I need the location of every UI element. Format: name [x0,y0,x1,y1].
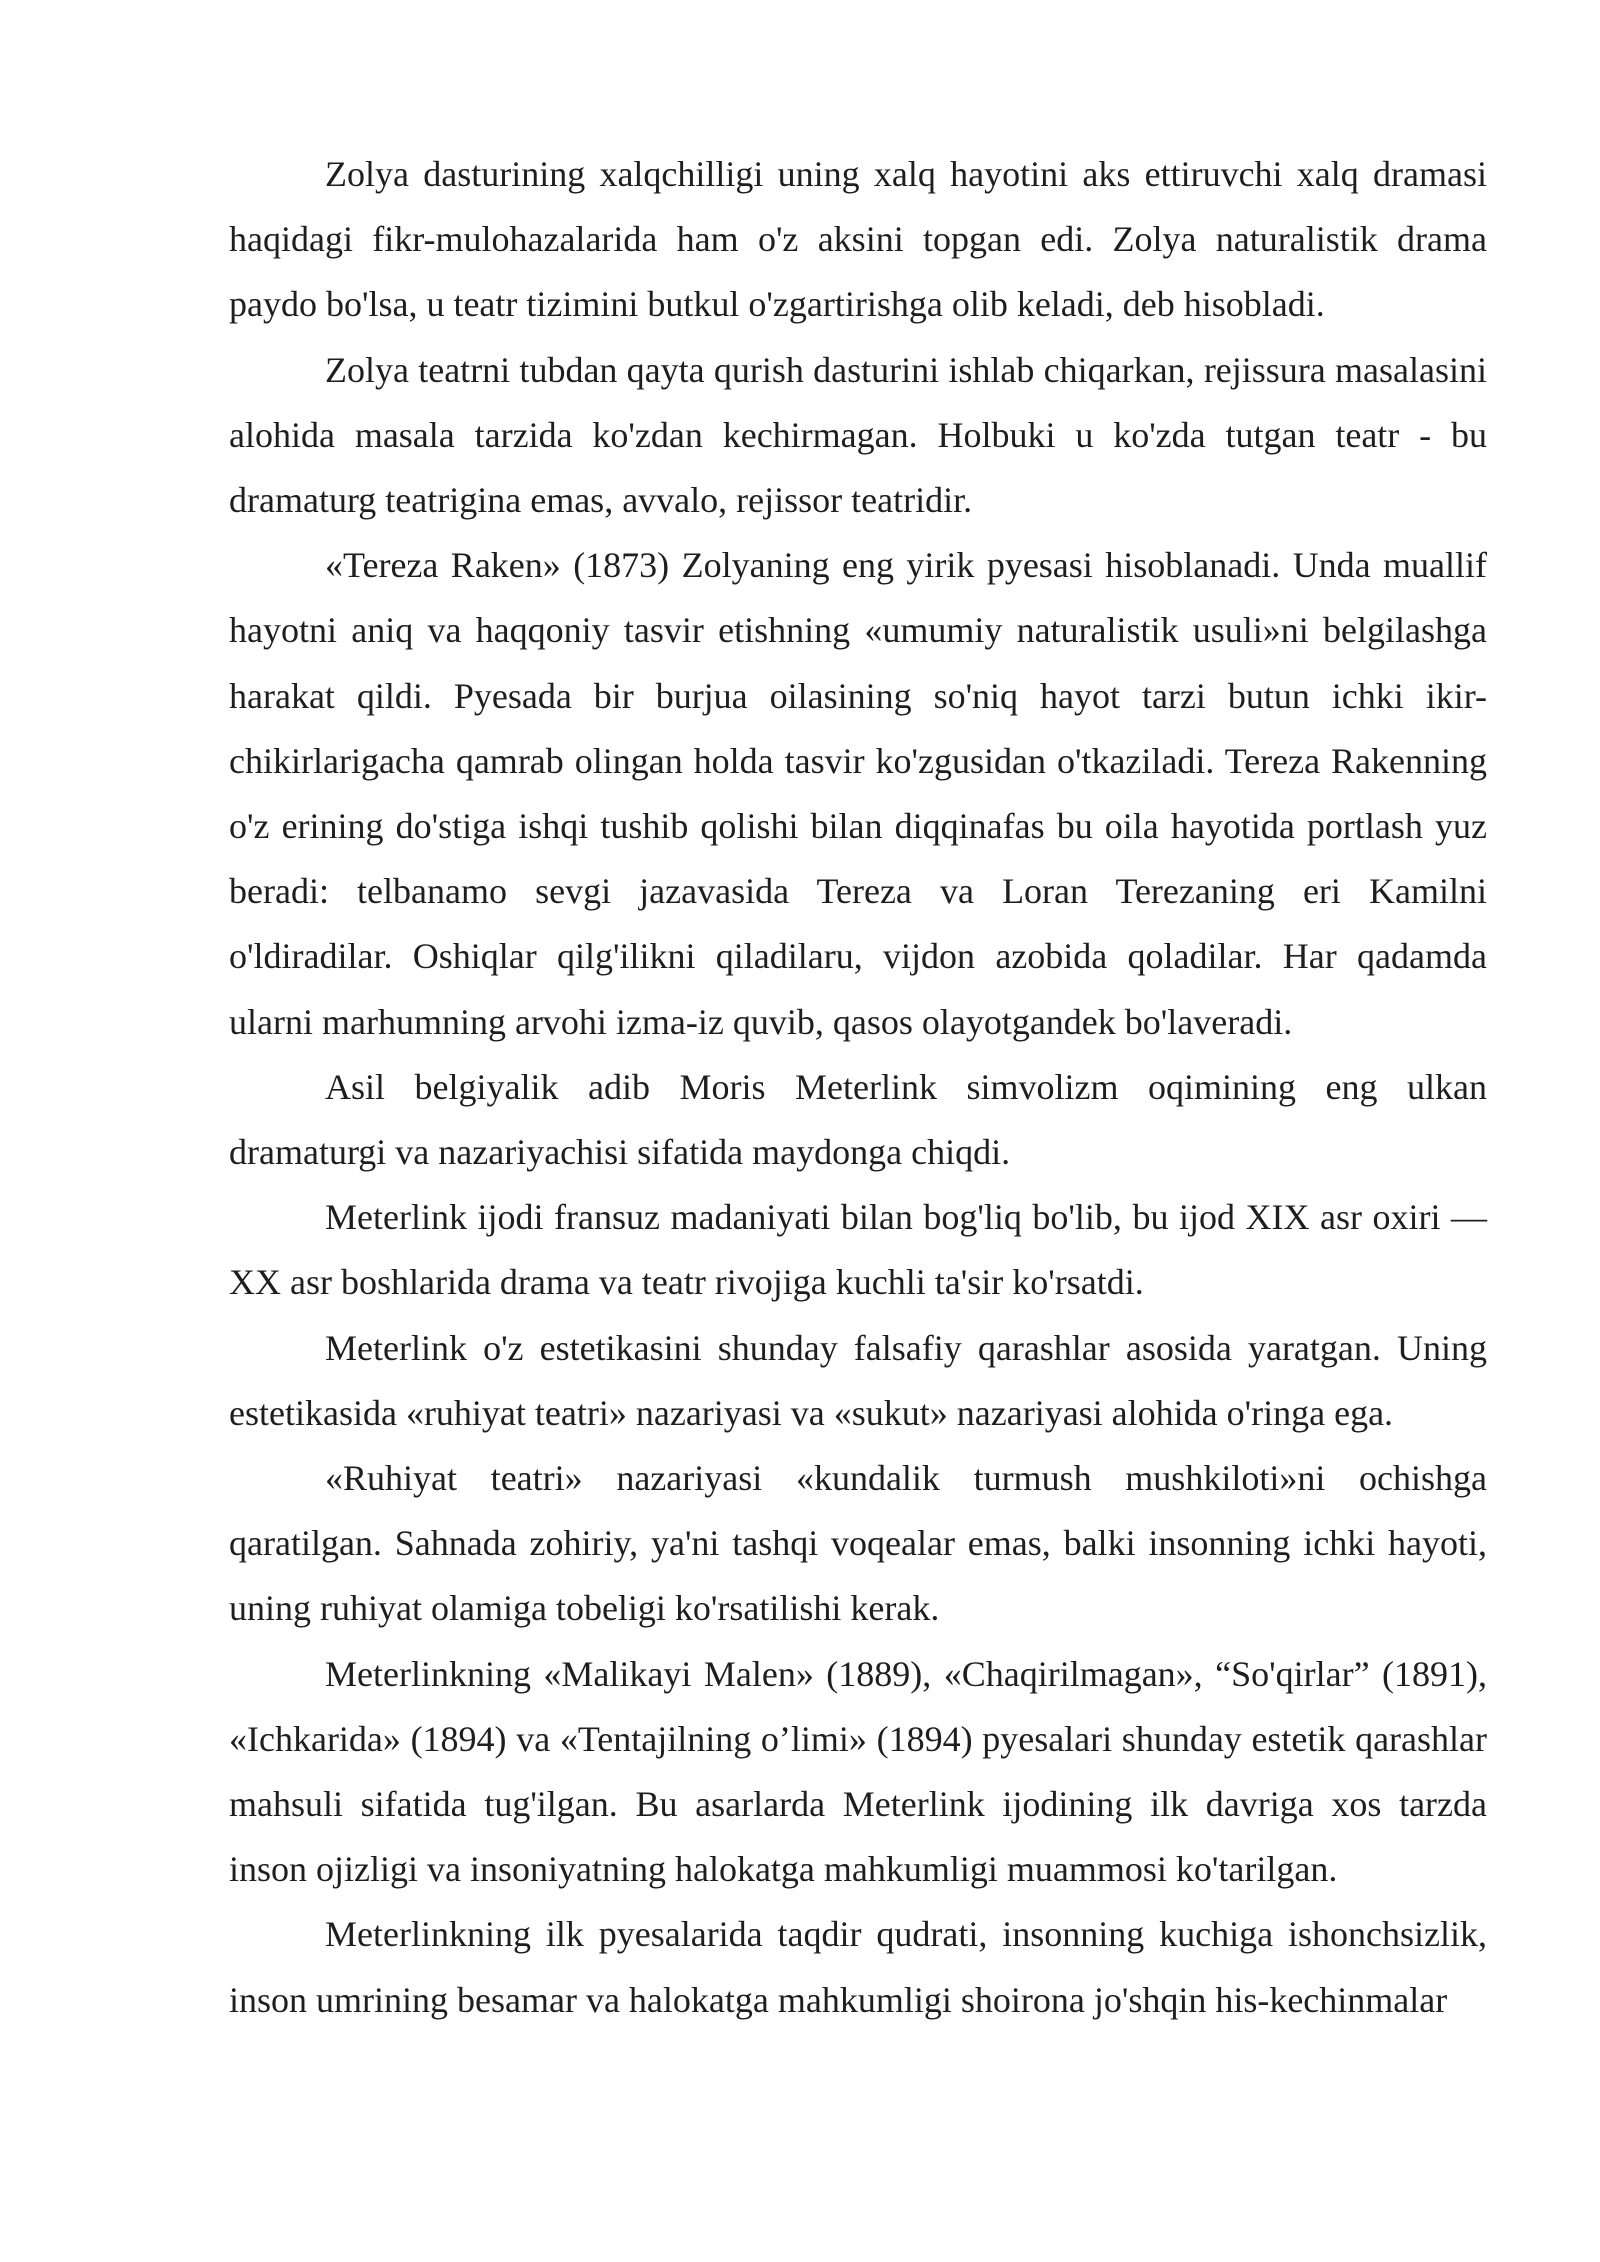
document-page [229,142,1487,2033]
paragraph: Zolya dasturining xalqchilligi uning xalq hayotini aks ettiruvchi xalq dramasi haqidagi fikr-mulohazalarida ham o'z aksini topgan edi. Zolya naturalistik drama paydo bo'lsa, u teatr tizimini butkul o'zgartirishga olib keladi, deb hisobladi. [229,154,1487,325]
paragraph: Asil belgiyalik adib Moris Meterlink simvolizm oqimining eng ulkan dramaturgi va nazariyachisi sifatida maydonga chiqdi. [229,1066,1487,1173]
paragraph: Meterlink ijodi fransuz madaniyati bilan bog'liq bo'lib, bu ijod XIX asr oxiri — XX asr boshlarida drama va teatr rivojiga kuchli ta'sir ko'rsatdi. [229,1197,1487,1303]
paragraph-continued: Meterlinkning ilk pyesalarida taqdir qudrati, insonning kuchiga ishonchsizlik, inson umrining besamar va halokatga mahkumligi shoirona jo'shqin his-kechinmalar [229,1914,1487,2020]
paragraph: «Ruhiyat teatri» nazariyasi «kundalik turmush mushkiloti»ni ochishga qaratilgan. Sahnada zohiriy, ya'ni tashqi voqealar emas, balki insonning ichki hayoti, uning ruhiyat olamiga tobeligi ko'rsatilishi kerak. [229,1458,1487,1629]
paragraph: «Tereza Raken» (1873) Zolyaning eng yirik pyesasi hisoblanadi. Unda muallif hayotni aniq va haqqoniy tasvir etishning «umumiy naturalistik usuli»ni belgilashga harakat qildi. Pyesada bir burjua oilasining so'niq hayot tarzi butun ichki ikir-chikirlarigacha qamrab olingan holda tasvir ko'zgusidan o'tkaziladi. Tereza Rakenning o'z erining do'stiga ishqi tushib qolishi bilan diqqinafas bu oila hayotida portlash yuz beradi: telbanamo sevgi jazavasida Tereza va Loran Terezaning eri Kamilni o'ldiradilar. Oshiqlar qilg'ilikni qiladilaru, vijdon azobida qoladilar. Har qadamda ularni marhumning arvohi izma-iz quvib, qasos olayotgandek bo'laveradi. [229,545,1487,1042]
paragraph: Meterlinkning «Malikayi Malen» (1889), «Chaqirilmagan», “So'qirlar” (1891), «Ichkarida» (1894) va «Tentajilning o’limi» (1894) pyesalari shunday estetik qarashlar mahsuli sifatida tug'ilgan. Bu asarlarda Meterlink ijodining ilk davriga xos tarzda inson ojizligi va insoniyatning halokatga mahkumligi muammosi ko'tarilgan. [229,1653,1487,1890]
paragraph: Meterlink o'z estetikasini shunday falsafiy qarashlar asosida yaratgan. Uning estetikasida «ruhiyat teatri» nazariyasi va «sukut» nazariyasi alohida o'ringa ega. [229,1327,1487,1433]
paragraph: Zolya teatrni tubdan qayta qurish dasturini ishlab chiqarkan, rejissura masalasini alohida masala tarzida ko'zdan kechirmagan. Holbuki u ko'zda tutgan teatr - bu dramaturg teatrigina emas, avvalo, rejissor teatridir. [229,349,1487,521]
